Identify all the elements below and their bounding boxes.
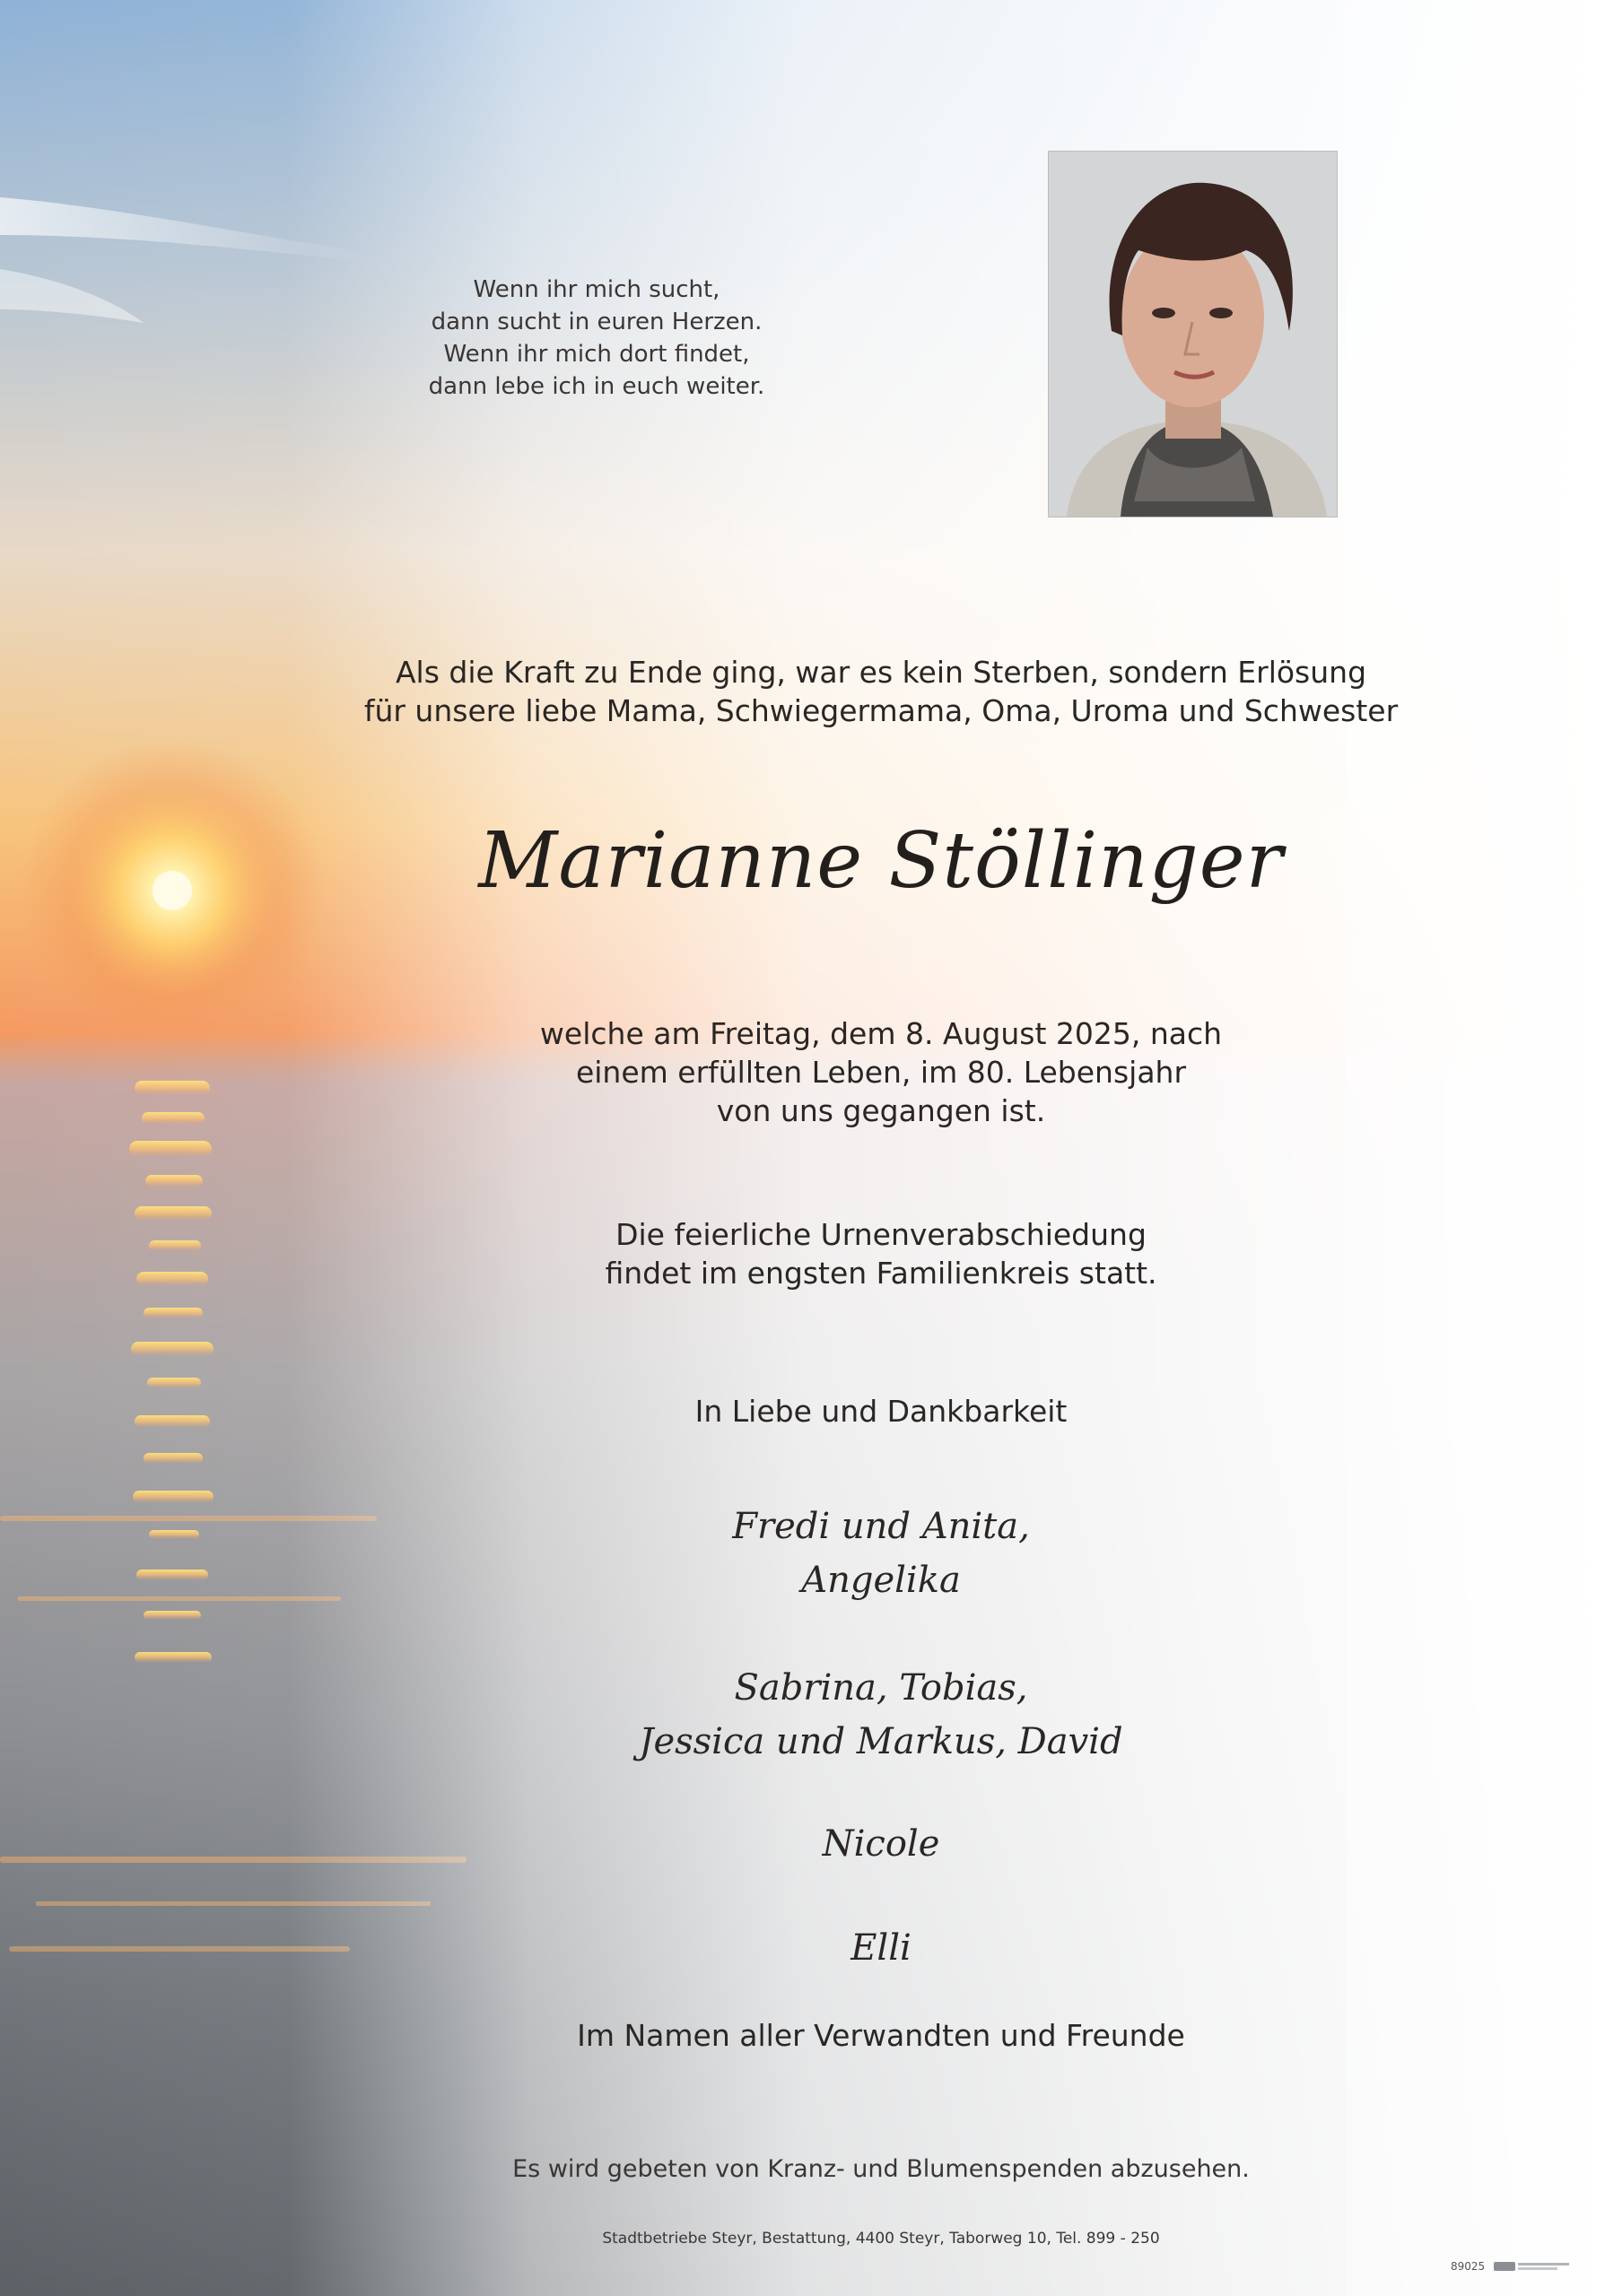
memorial-quote: Wenn ihr mich sucht, dann sucht in euren Herzen. Wenn ihr mich dort findet, dann lebe ich in euch weiter. [428, 276, 765, 400]
print-code: 89025 [1451, 2260, 1486, 2273]
mourner-group: Fredi und Anita, Angelika [732, 1506, 1030, 1601]
portrait-photo [1048, 151, 1338, 517]
donation-request: Es wird gebeten von Kranz- und Blumenspenden abzusehen. [512, 2155, 1250, 2183]
mourner-group: Sabrina, Tobias, Jessica und Markus, David [639, 1667, 1123, 1762]
relatives-line: Im Namen aller Verwandten und Freunde [577, 2018, 1185, 2053]
printer-logo [1494, 2259, 1571, 2274]
mourner-group: Elli [850, 1927, 912, 1969]
deceased-name: Marianne Stöllinger [478, 816, 1284, 906]
intro-text: Als die Kraft zu Ende ging, war es kein Sterben, sondern Erlösung für unsere liebe Mama, Schwiegermama, Oma, Uroma und Schwester [363, 655, 1399, 728]
thanks-line: In Liebe und Dankbarkeit [694, 1394, 1068, 1429]
mourner-group: Nicole [822, 1823, 940, 1865]
death-notice: welche am Freitag, dem 8. August 2025, nach einem erfüllten Leben, im 80. Lebensjahr von uns gegangen ist. [539, 1016, 1223, 1128]
funeral-home-footer: Stadtbetriebe Steyr, Bestattung, 4400 Steyr, Taborweg 10, Tel. 899 - 250 [602, 2230, 1160, 2248]
funeral-notice: Die feierliche Urnenverabschiedung findet im engsten Familienkreis statt. [605, 1217, 1157, 1291]
